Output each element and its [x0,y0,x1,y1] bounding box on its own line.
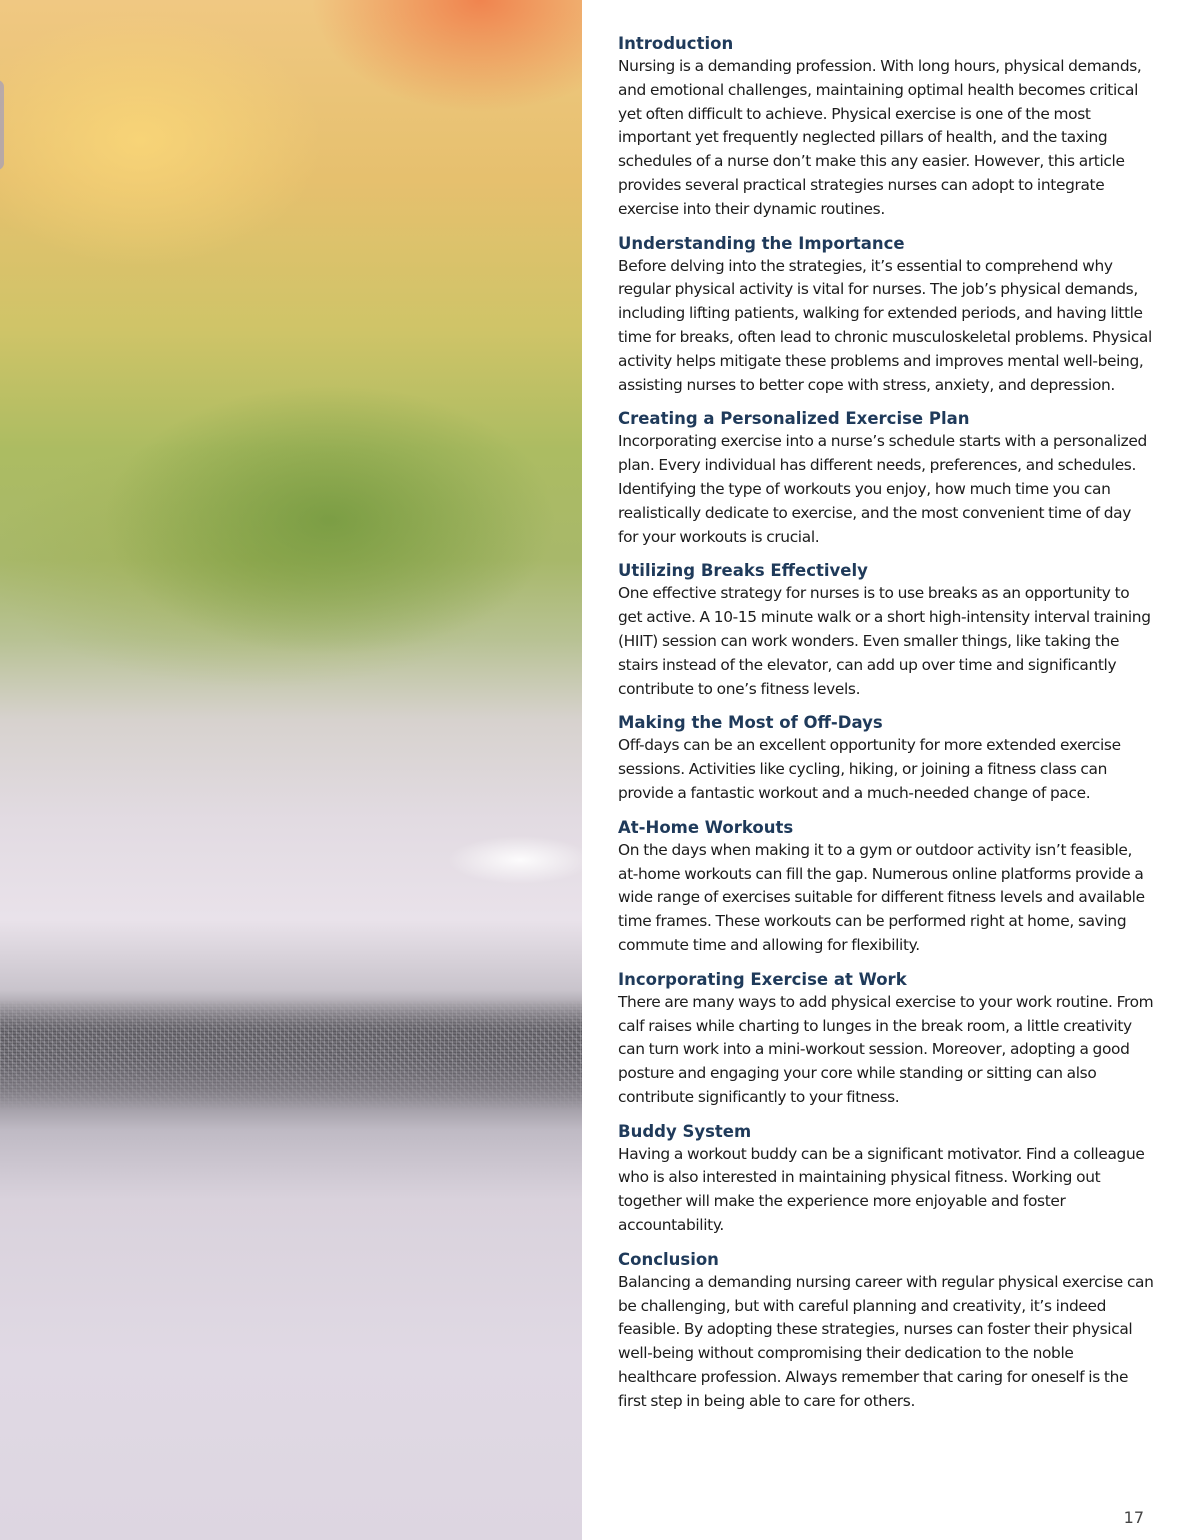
page-number: 17 [1123,1508,1144,1527]
section-heading: Buddy System [618,1121,752,1141]
section-body: Nursing is a demanding profession. With long hours, physical demands, and emotional challenges, maintaining optimal health becomes critical yet often difficult to achieve. Physical exercise is one of the most important yet frequently neglected pillars of health, and the taxing schedules of a nurse don’t make this any easier. However, this article provides several practical strategies nurses can adopt to integrate exercise into their dynamic routines. [618,57,1142,218]
section-body: Balancing a demanding nursing career with regular physical exercise can be challenging, but with careful planning and creativity, it’s indeed feasible. By adopting these strategies, nurses can foster their physical well-being without compromising their dedication to the noble healthcare profession. Always remember that caring for oneself is the first step in being able to care for others. [618,1272,1154,1410]
section-understanding-importance [618,232,1154,398]
section-body: Before delving into the strategies, it’s essential to comprehend why regular physical activity is vital for nurses. The job’s physical demands, including lifting patients, walking for extended periods, and having little time for breaks, often lead to chronic musculoskeletal problems. Physical activity helps mitigate these problems and improves mental well-being, assisting nurses to better cope with stress, anxiety, and depression. [618,256,1152,394]
section-heading: Creating a Personalized Exercise Plan [618,409,970,429]
section-body: Having a workout buddy can be a significant motivator. Find a colleague who is also interested in maintaining physical fitness. Working out together will make the experience more enjoyable and foster accountability. [618,1144,1145,1235]
section-heading: At-Home Workouts [618,817,794,837]
article-column [618,32,1154,1424]
section-body: One effective strategy for nurses is to use breaks as an opportunity to get active. A 10-15 minute walk or a short high-intensity interval training (HIIT) session can work wonders. Even smaller things, like taking the stairs instead of the elevator, can add up over time and significantly contribute to one’s fitness levels. [618,584,1151,698]
gravel-road-texture [0,1000,582,1110]
section-heading: Making the Most of Off-Days [618,713,883,733]
blurred-background-photo [0,0,582,1540]
section-body: Incorporating exercise into a nurse’s schedule starts with a personalized plan. Every individual has different needs, preferences, and schedules. Identifying the type of workouts you enjoy, how much time you can realistically dedicate to exercise, and the most convenient time of day for your workouts is crucial. [618,432,1147,546]
section-conclusion [618,1248,1154,1414]
section-body: Off-days can be an excellent opportunity for more extended exercise sessions. Activities like cycling, hiking, or joining a fitness class can provide a fantastic workout and a much-needed change of pace. [618,736,1121,802]
section-heading: Incorporating Exercise at Work [618,969,907,989]
section-body: There are many ways to add physical exercise to your work routine. From calf raises while charting to lunges in the break room, a little creativity can turn work into a mini-workout session. Moreover, adopting a good posture and engaging your core while standing or sitting can also contribute significantly to your fitness. [618,992,1154,1106]
section-heading: Utilizing Breaks Effectively [618,561,868,581]
section-heading: Introduction [618,34,734,53]
section-buddy-system [618,1120,1154,1238]
section-utilizing-breaks [618,559,1154,701]
photo-edge-highlight [0,80,4,170]
section-exercise-at-work [618,968,1154,1110]
section-heading: Conclusion [618,1249,719,1269]
section-body: On the days when making it to a gym or outdoor activity isn’t feasible, at-home workouts can fill the gap. Numerous online platforms provide a wide range of exercises suitable for different fitness levels and available time frames. These workouts can be performed right at home, saving commute time and allowing for flexibility. [618,840,1145,954]
section-heading: Understanding the Importance [618,233,905,253]
section-off-days [618,711,1154,805]
section-at-home-workouts [618,816,1154,958]
section-personalized-plan [618,407,1154,549]
section-introduction [618,32,1154,222]
